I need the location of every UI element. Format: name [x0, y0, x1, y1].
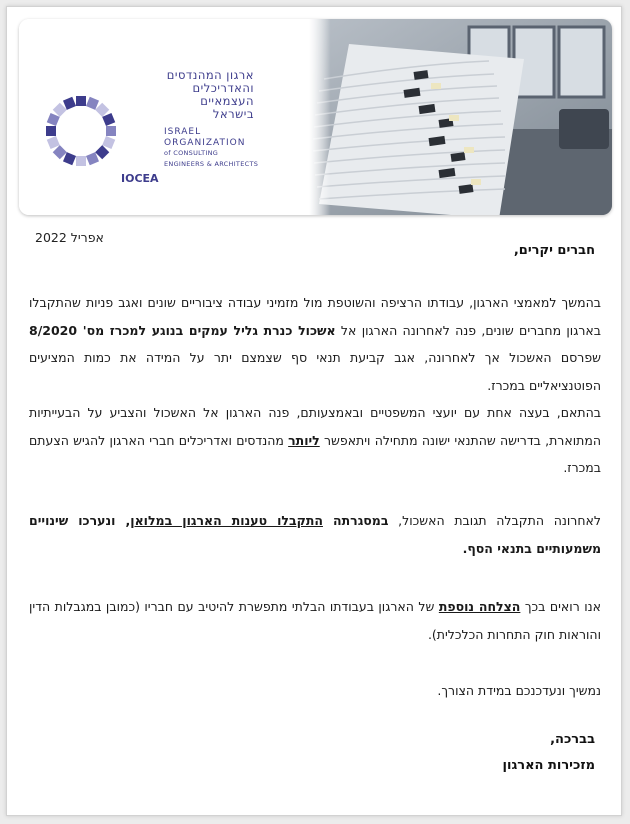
letter-page	[6, 6, 622, 816]
underlined-run: ליותר	[288, 432, 320, 448]
logo-hebrew-line: ארגון המהנדסים	[166, 68, 254, 82]
paragraph-5: נמשיך ונעדכנכם במידת הצורך.	[437, 683, 601, 698]
logo-english-line: ORGANIZATION	[164, 137, 246, 148]
signature: מזכירות הארגון	[502, 758, 595, 773]
logo-ring-square	[106, 126, 116, 136]
text-run: בהתאם, בעצה אחת עם יועצי המשפטיים ובאמצעותם, פנה הארגון אל האשכול והצביע על הבעייתיות המתוארת, בדרישה שהתנאי ישונה מתחילה ויתאפשר	[29, 405, 601, 448]
banner-graphic	[19, 19, 612, 215]
paragraph-2	[29, 399, 601, 482]
signature-block	[503, 727, 595, 779]
logo-hebrew	[114, 69, 254, 121]
text-run: בהמשך למאמצי הארגון, עבודתו הרציפה והשוטפת מול מזמיני עבודה ציבוריים שונים ואגב פניות שהתקבלו בארגון מחברים שונים, פנה לאחרונה הארגון אל	[29, 295, 601, 338]
bold-underlined-run: התקבלו טענות הארגון במלואן	[130, 513, 323, 528]
greeting: חברים יקרים,	[513, 243, 595, 258]
logo-ring-square	[76, 156, 86, 166]
text-run: לאחרונה התקבלה תגובת האשכול,	[388, 513, 601, 528]
text-run: שפרסם האשכול אך לאחרונה, אגב קביעת תנאי סף שצמצם יתר על המידה את כמות המציעים הפוטנציאליים במכרז.	[29, 350, 601, 393]
paragraph-3	[29, 507, 601, 563]
closing: בברכה,	[550, 732, 595, 747]
bold-run: במסגרתה	[322, 513, 389, 528]
text-run: אנו רואים בכך	[520, 599, 601, 614]
logo-hebrew-line: העצמאיים	[200, 94, 254, 108]
logo-abbreviation: IOCEA	[121, 172, 159, 185]
logo-english-line: ENGINEERS & ARCHITECTS	[164, 159, 259, 168]
text-run: של הארגון בעבודתו הבלתי מתפשרת להיטיב עם חבריו (כמובן במגבלות הדין והוראות חוק התחרות הכלכלית).	[29, 599, 601, 642]
monitor	[559, 109, 609, 149]
underlined-run: הצלחה נוספת	[438, 599, 521, 614]
paragraph-4	[29, 593, 601, 648]
logo-english	[164, 127, 264, 169]
header-banner	[19, 19, 612, 215]
logo-english-line: ISRAEL	[164, 127, 202, 137]
paragraph-1	[29, 289, 601, 399]
logo-english-line: of CONSULTING	[164, 149, 219, 157]
logo-hebrew-line: בישראל	[212, 107, 254, 121]
text-run: מהנדסים ואדריכלים חברי הארגון להגיש הצעתם במכרז.	[29, 432, 601, 475]
bold-run: אשכול כנרת גליל עמקים בנוגע למכרז מס' 8/2020	[29, 322, 336, 338]
logo-hebrew-line: והאדריכלים	[192, 81, 254, 95]
letter-date: אפריל 2022	[35, 230, 104, 245]
bold-run: , ונערכו שינויים משמעותיים בתנאי הסף.	[29, 513, 601, 556]
logo-ring-square	[76, 96, 86, 106]
logo-ring-square	[46, 126, 56, 136]
